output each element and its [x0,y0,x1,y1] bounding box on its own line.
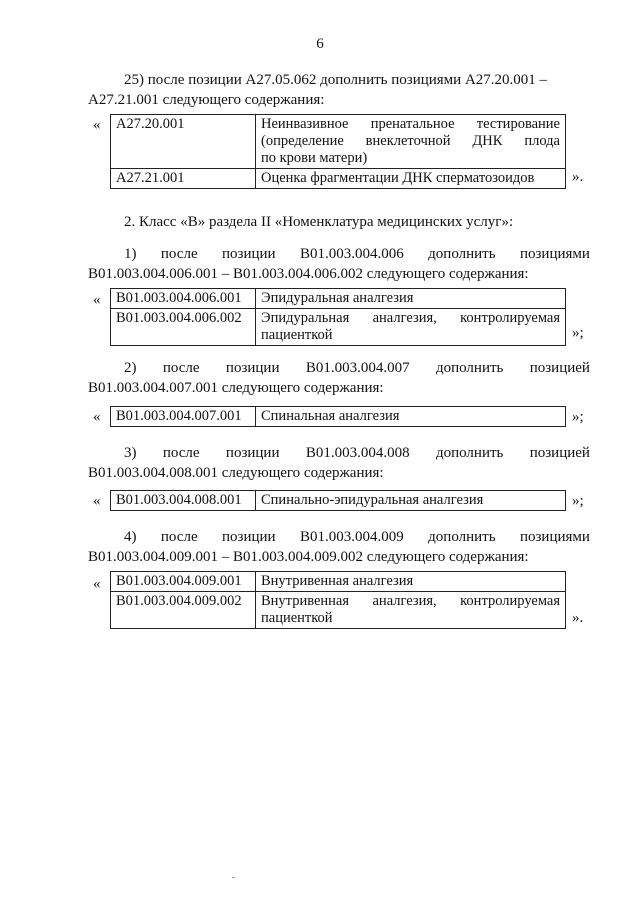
item2-open-quote: « [93,409,101,425]
word: позиции [225,360,280,376]
word: аналгезия, [372,593,437,609]
code-cell: В01.003.004.009.001 [111,572,256,592]
desc-line [261,593,560,610]
item3-table [110,490,566,511]
word: дополнить [435,445,504,461]
table-row [111,491,566,511]
item25-close-quote: ». [572,169,584,185]
word: после [162,445,200,461]
item4-line2: В01.003.004.009.001 – В01.003.004.009.002 следующего содержания: [88,549,529,565]
code-cell: В01.003.004.009.002 [111,592,256,629]
description-cell [256,592,566,629]
word: после [162,360,200,376]
word: дополнить [435,360,504,376]
desc-line: пациенткой [261,610,333,626]
item3-line2: В01.003.004.008.001 следующего содержания: [88,465,384,481]
word: В01.003.004.009 [299,529,404,545]
item3-open-quote: « [93,493,101,509]
desc-line: пациенткой [261,327,333,343]
word: плода [524,133,560,149]
word: контролируемая [460,593,560,609]
section2-heading-text: 2. Класс «В» раздела II «Номенклатура медицинских услуг»: [124,214,514,230]
description-cell: Спинальная аналгезия [256,407,566,427]
item3-close-quote: »; [572,493,584,509]
word: позицией [529,360,590,376]
item1-line1 [88,244,590,264]
word: 4) [124,529,137,545]
table-row [111,407,566,427]
word: пренатальное [370,116,455,132]
item4-table [110,571,566,629]
word: после [160,529,198,545]
word: Внутривенная [261,593,350,609]
desc-line: по крови матери) [261,150,368,166]
item2-close-quote: »; [572,409,584,425]
description-cell: Спинально-эпидуральная аналгезия [256,491,566,511]
word: В01.003.004.007 [305,360,410,376]
table-row [111,169,566,189]
item4-paragraph [88,527,590,567]
item25-line2: А27.21.001 следующего содержания: [88,92,325,108]
word: внеклеточной [365,133,451,149]
word: позициями [519,529,590,545]
word: Неинвазивное [261,116,349,132]
item4-close-quote: ». [572,610,584,626]
word: ДНК [472,133,503,149]
page-number: 6 [316,36,324,52]
item2-paragraph [88,358,590,398]
word: В01.003.004.008 [305,445,410,461]
word: аналгезия, [372,310,437,326]
word: дополнить [428,529,496,545]
code-cell: А27.20.001 [111,115,256,169]
item3-line1 [88,443,590,463]
word: после [160,246,198,262]
word: позиции [225,445,280,461]
table-row [111,115,566,169]
item1-open-quote: « [93,292,101,308]
word: позициями [519,246,590,262]
word: Эпидуральная [261,310,350,326]
code-cell: В01.003.004.007.001 [111,407,256,427]
item1-paragraph [88,244,590,284]
description-cell: Внутривенная аналгезия [256,572,566,592]
item25-line1: 25) после позиции А27.05.062 дополнить позициями А27.20.001 – [124,72,548,88]
table-row [111,592,566,629]
word: 2) [124,360,137,376]
word: позиции [222,246,276,262]
item1-table [110,288,566,346]
item2-line1 [88,358,590,378]
item4-open-quote: « [93,576,101,592]
word: контролируемая [460,310,560,326]
word: тестирование [476,116,560,132]
item1-line2: В01.003.004.006.001 – В01.003.004.006.002 следующего содержания: [88,266,529,282]
table-row [111,289,566,309]
word: позицией [529,445,590,461]
description-cell: Оценка фрагментации ДНК сперматозоидов [256,169,566,189]
word: позиции [222,529,276,545]
table-row [111,309,566,346]
desc-line [261,116,560,133]
description-cell [256,309,566,346]
code-cell: А27.21.001 [111,169,256,189]
item25-table [110,114,566,189]
code-cell: В01.003.004.006.001 [111,289,256,309]
description-cell: Эпидуральная аналгезия [256,289,566,309]
word: 3) [124,445,137,461]
desc-line [261,310,560,327]
item2-table [110,406,566,427]
item2-line2: В01.003.004.007.001 следующего содержания: [88,380,384,396]
code-cell: В01.003.004.008.001 [111,491,256,511]
item3-paragraph [88,443,590,483]
word: 1) [124,246,137,262]
description-cell [256,115,566,169]
word: В01.003.004.006 [299,246,404,262]
section2-heading [88,212,590,232]
item25-paragraph [88,70,590,110]
item25-open-quote: « [93,117,101,133]
item1-close-quote: »; [572,325,584,341]
word: дополнить [428,246,496,262]
word: (определение [261,133,344,149]
scan-mark [232,877,235,878]
table-row [111,572,566,592]
code-cell: В01.003.004.006.002 [111,309,256,346]
item4-line1 [88,527,590,547]
desc-line [261,133,560,150]
